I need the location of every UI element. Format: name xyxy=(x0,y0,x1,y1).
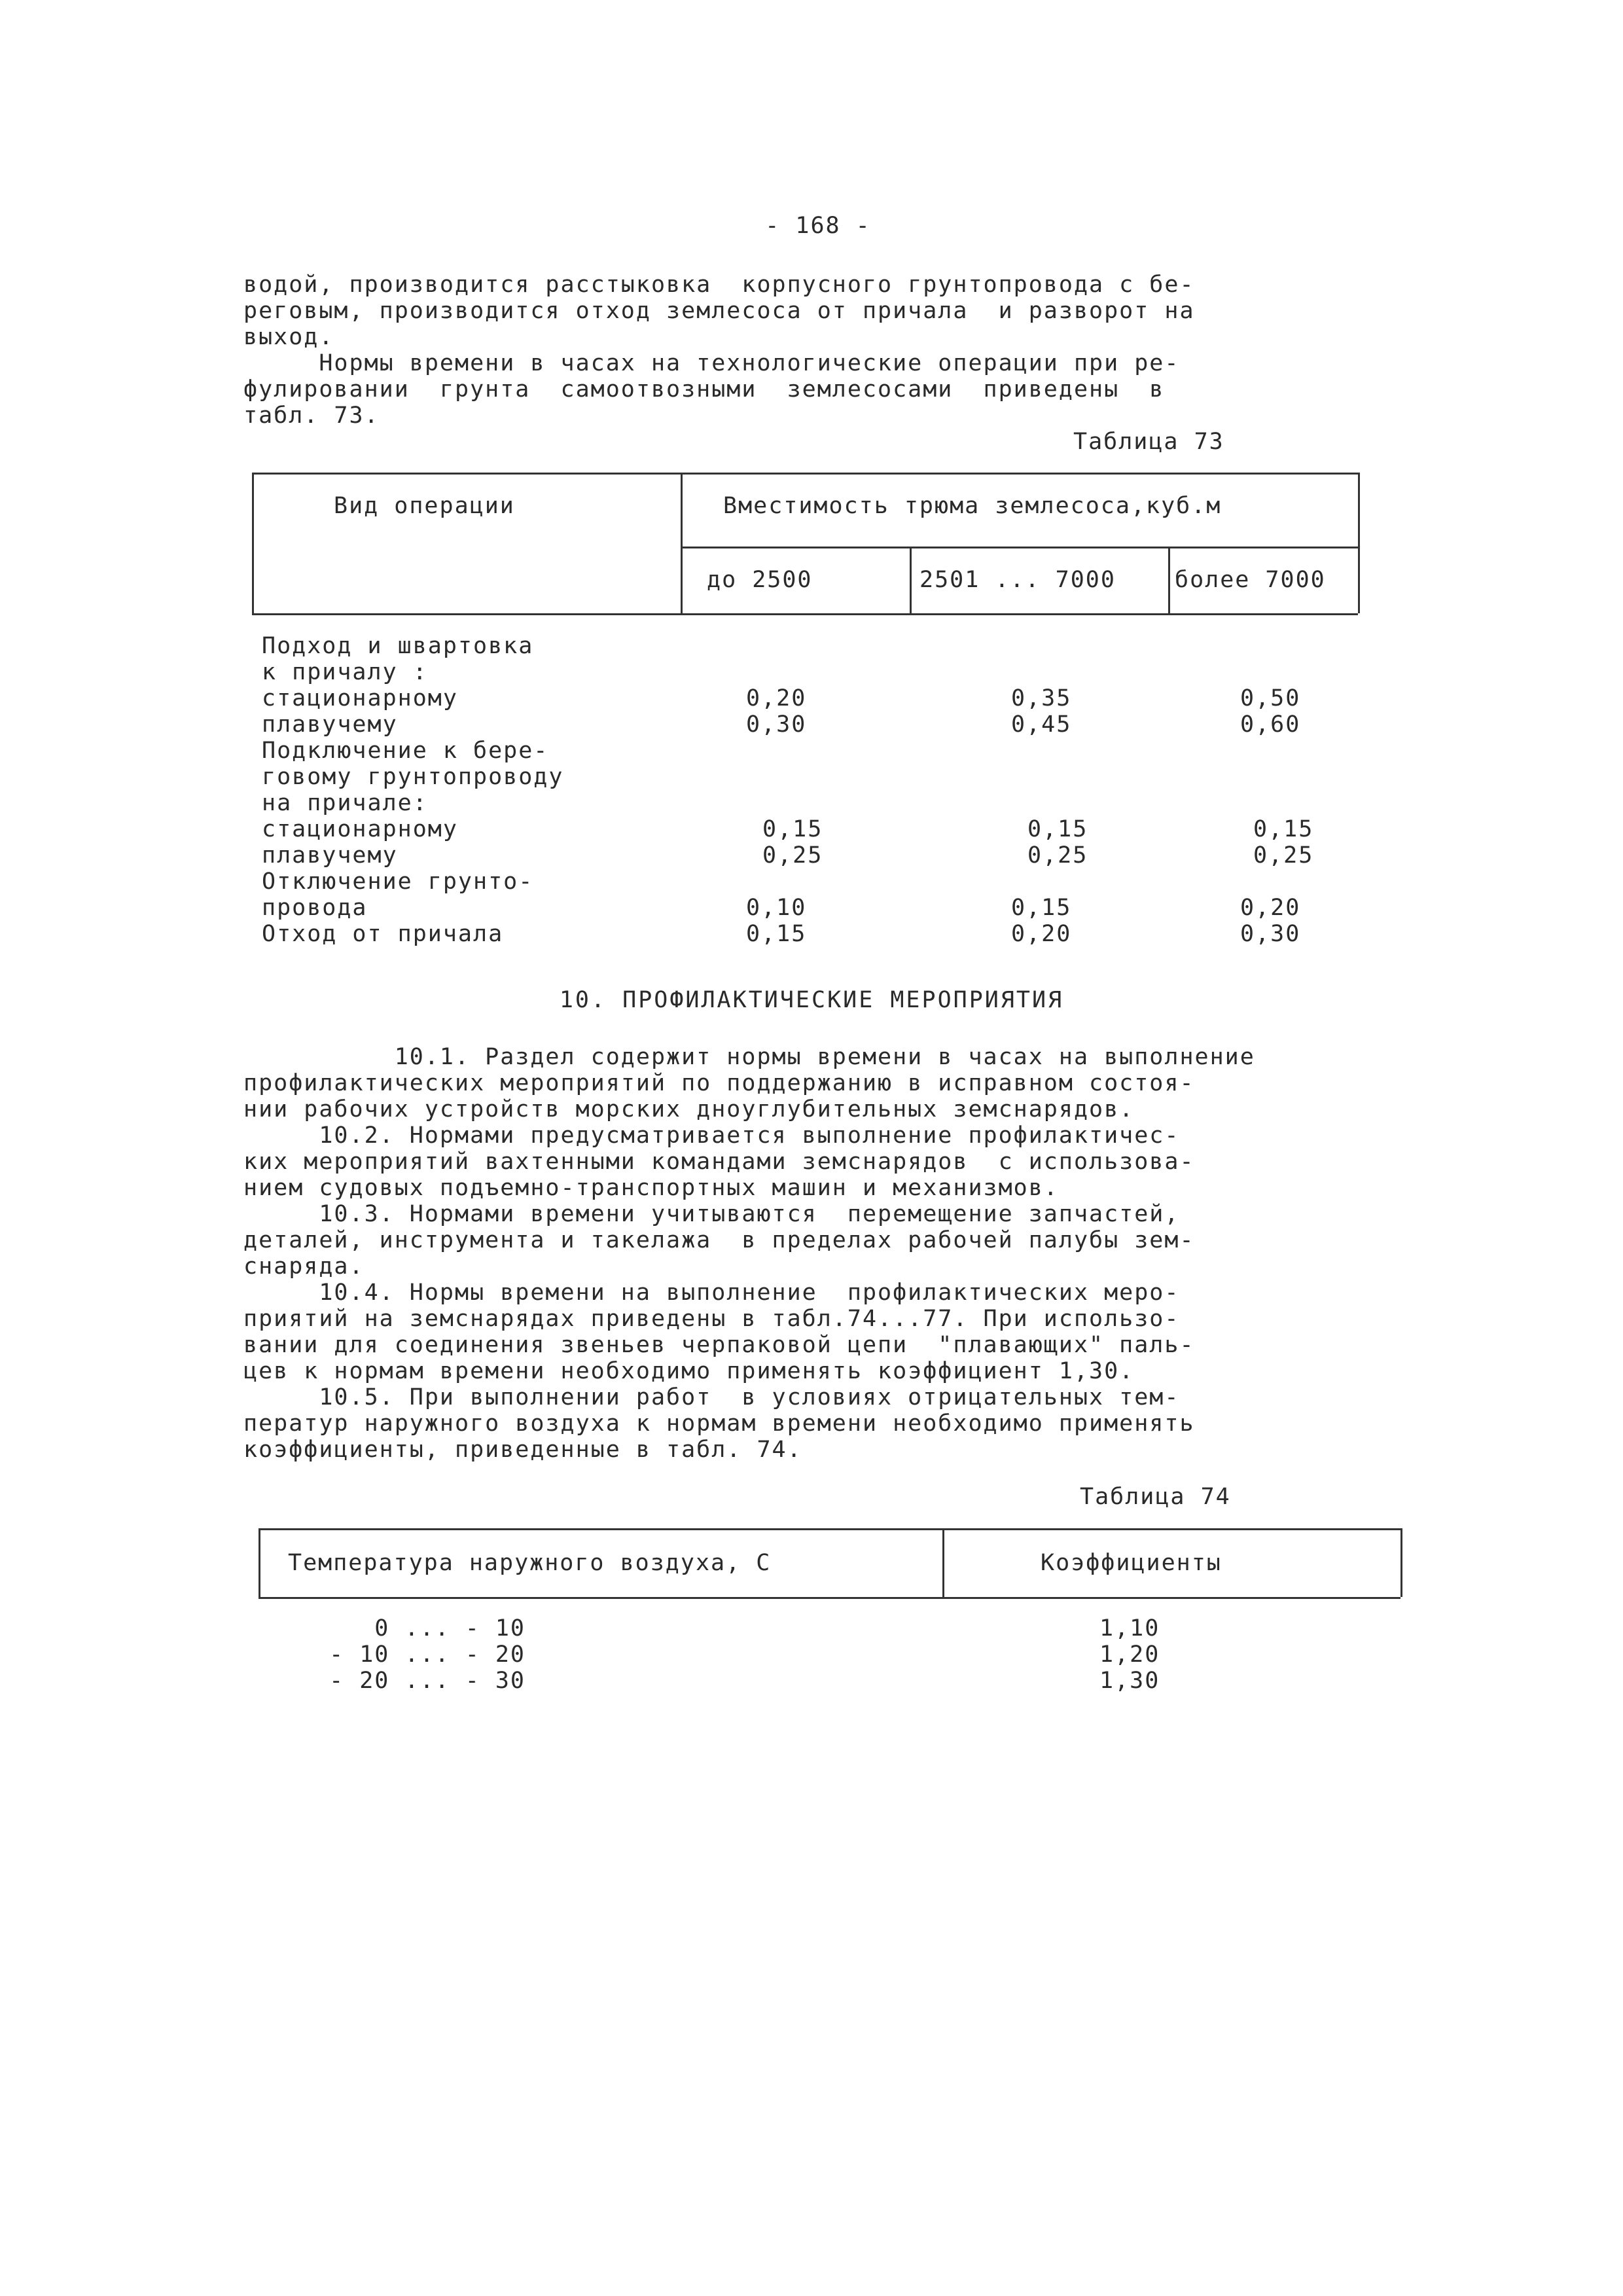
table73-cell: 0,25 xyxy=(1027,842,1088,869)
table73-cell: 0,15 xyxy=(1253,816,1314,842)
table73-caption: Таблица 73 xyxy=(1073,429,1224,455)
table73-col-capacity: Вместимость трюма землесоса,куб.м xyxy=(723,493,1222,519)
text-line: деталей, инструмента и такелажа в пределах рабочей палубы зем- xyxy=(243,1227,1195,1253)
table73-cell: 0,15 xyxy=(1011,895,1072,921)
table73-cell: 0,20 xyxy=(1240,895,1301,921)
table73-top-rule xyxy=(252,473,1358,475)
table73-row-label: Отход от причала xyxy=(262,921,504,947)
text-line: 10.5. При выполнении работ в условиях отрицательных тем- xyxy=(243,1384,1180,1410)
table73-subheader-1: до 2500 xyxy=(707,567,813,593)
table73-mid-rule xyxy=(681,547,1358,548)
table73-divider xyxy=(681,473,683,613)
table73-cell: 0,15 xyxy=(746,921,807,947)
table73-cell: 0,25 xyxy=(1253,842,1314,869)
table73-subheader-2: 2501 ... 7000 xyxy=(919,567,1116,593)
table73-cell: 0,45 xyxy=(1011,711,1072,738)
table73-cell: 0,20 xyxy=(746,685,807,711)
text-line: нием судовых подъемно-транспортных машин и механизмов. xyxy=(243,1175,1059,1201)
table73-cell: 0,15 xyxy=(1027,816,1088,842)
table73-subheader-3: более 7000 xyxy=(1175,567,1326,593)
table74-bottom-rule xyxy=(259,1597,1400,1599)
table74-range: - 20 ... - 30 xyxy=(314,1668,526,1694)
table73-row-label: говому грунтопроводу xyxy=(262,764,564,790)
table74-coefficient: 1,30 xyxy=(1099,1668,1160,1694)
table74-coefficient: 1,20 xyxy=(1099,1641,1160,1668)
table73-row-label: стационарному xyxy=(262,685,458,711)
table74-range: - 10 ... - 20 xyxy=(314,1641,526,1668)
table74-divider xyxy=(942,1528,944,1597)
section-heading: 10. ПРОФИЛАКТИЧЕСКИЕ МЕРОПРИЯТИЯ xyxy=(559,987,1064,1013)
text-line: выход. xyxy=(243,324,334,350)
text-line: табл. 73. xyxy=(243,403,380,429)
table73-left-border xyxy=(252,473,254,613)
table73-cell: 0,15 xyxy=(762,816,823,842)
table73-row-label: Отключение грунто- xyxy=(262,869,534,895)
text-line: профилактических мероприятий по поддержанию в исправном состоя- xyxy=(243,1070,1195,1096)
text-line: 10.4. Нормы времени на выполнение профилактических меро- xyxy=(243,1280,1180,1306)
section-paragraphs xyxy=(243,1044,1395,1463)
text-line: коэффициенты, приведенные в табл. 74. xyxy=(243,1437,802,1463)
text-line: водой, производится расстыковка корпусного грунтопровода с бе- xyxy=(243,272,1195,298)
table73-right-border xyxy=(1358,473,1360,613)
table73-subdivider-2 xyxy=(1168,547,1170,613)
table73-cell: 0,30 xyxy=(1240,921,1301,947)
table73-cell: 0,30 xyxy=(746,711,807,738)
text-line: нии рабочих устройств морских дноуглубительных земснарядов. xyxy=(243,1096,1135,1122)
table73-row-label: Подключение к бере- xyxy=(262,738,549,764)
table74-left-border xyxy=(259,1528,260,1597)
text-line: ких мероприятий вахтенными командами земснарядов с использова- xyxy=(243,1149,1195,1175)
text-line: Нормы времени в часах на технологические операции при ре- xyxy=(243,350,1180,376)
table73-row-label: к причалу : xyxy=(262,659,428,685)
text-line: 10.3. Нормами времени учитываются перемещение запчастей, xyxy=(243,1201,1180,1227)
table74-col-coefficient: Коэффициенты xyxy=(1041,1550,1222,1576)
text-line: приятий на земснарядах приведены в табл.74...77. При использо- xyxy=(243,1306,1180,1332)
table74-caption: Таблица 74 xyxy=(1080,1484,1231,1510)
text-line: снаряда. xyxy=(243,1253,365,1280)
page-number: - 168 - xyxy=(765,213,871,239)
table73-cell: 0,50 xyxy=(1240,685,1301,711)
table73-cell: 0,20 xyxy=(1011,921,1072,947)
text-line: 10.2. Нормами предусматривается выполнение профилактичес- xyxy=(243,1122,1180,1149)
text-line: цев к нормам времени необходимо применять коэффициент 1,30. xyxy=(243,1358,1135,1384)
table73-bottom-rule xyxy=(252,613,1358,615)
intro-paragraph xyxy=(243,272,1395,429)
table73-row-label: плавучему xyxy=(262,842,398,869)
table74-range: 0 ... - 10 xyxy=(314,1615,526,1641)
table73-cell: 0,10 xyxy=(746,895,807,921)
text-line: реговым, производится отход землесоса от причала и разворот на xyxy=(243,298,1195,324)
text-line: вании для соединения звеньев черпаковой цепи "плавающих" паль- xyxy=(243,1332,1195,1358)
table74-right-border xyxy=(1400,1528,1402,1597)
table73-cell: 0,25 xyxy=(762,842,823,869)
table73-row-label: стационарному xyxy=(262,816,458,842)
table73-col-operation: Вид операции xyxy=(334,493,515,519)
table73-row-label: плавучему xyxy=(262,711,398,738)
table73-subdivider-1 xyxy=(910,547,912,613)
text-line: фулировании грунта самоотвозными землесосами приведены в xyxy=(243,376,1165,403)
table73-row-label: на причале: xyxy=(262,790,428,816)
table74-col-temperature: Температура наружного воздуха, С xyxy=(288,1550,772,1576)
table73-row-label: провода xyxy=(262,895,368,921)
table73-cell: 0,60 xyxy=(1240,711,1301,738)
text-line: ператур наружного воздуха к нормам времени необходимо применять xyxy=(243,1410,1195,1437)
table73-cell: 0,35 xyxy=(1011,685,1072,711)
table74-coefficient: 1,10 xyxy=(1099,1615,1160,1641)
table74-top-rule xyxy=(259,1528,1400,1530)
text-line: 10.1. Раздел содержит нормы времени в часах на выполнение xyxy=(243,1044,1255,1070)
table73-row-label: Подход и швартовка xyxy=(262,633,534,659)
